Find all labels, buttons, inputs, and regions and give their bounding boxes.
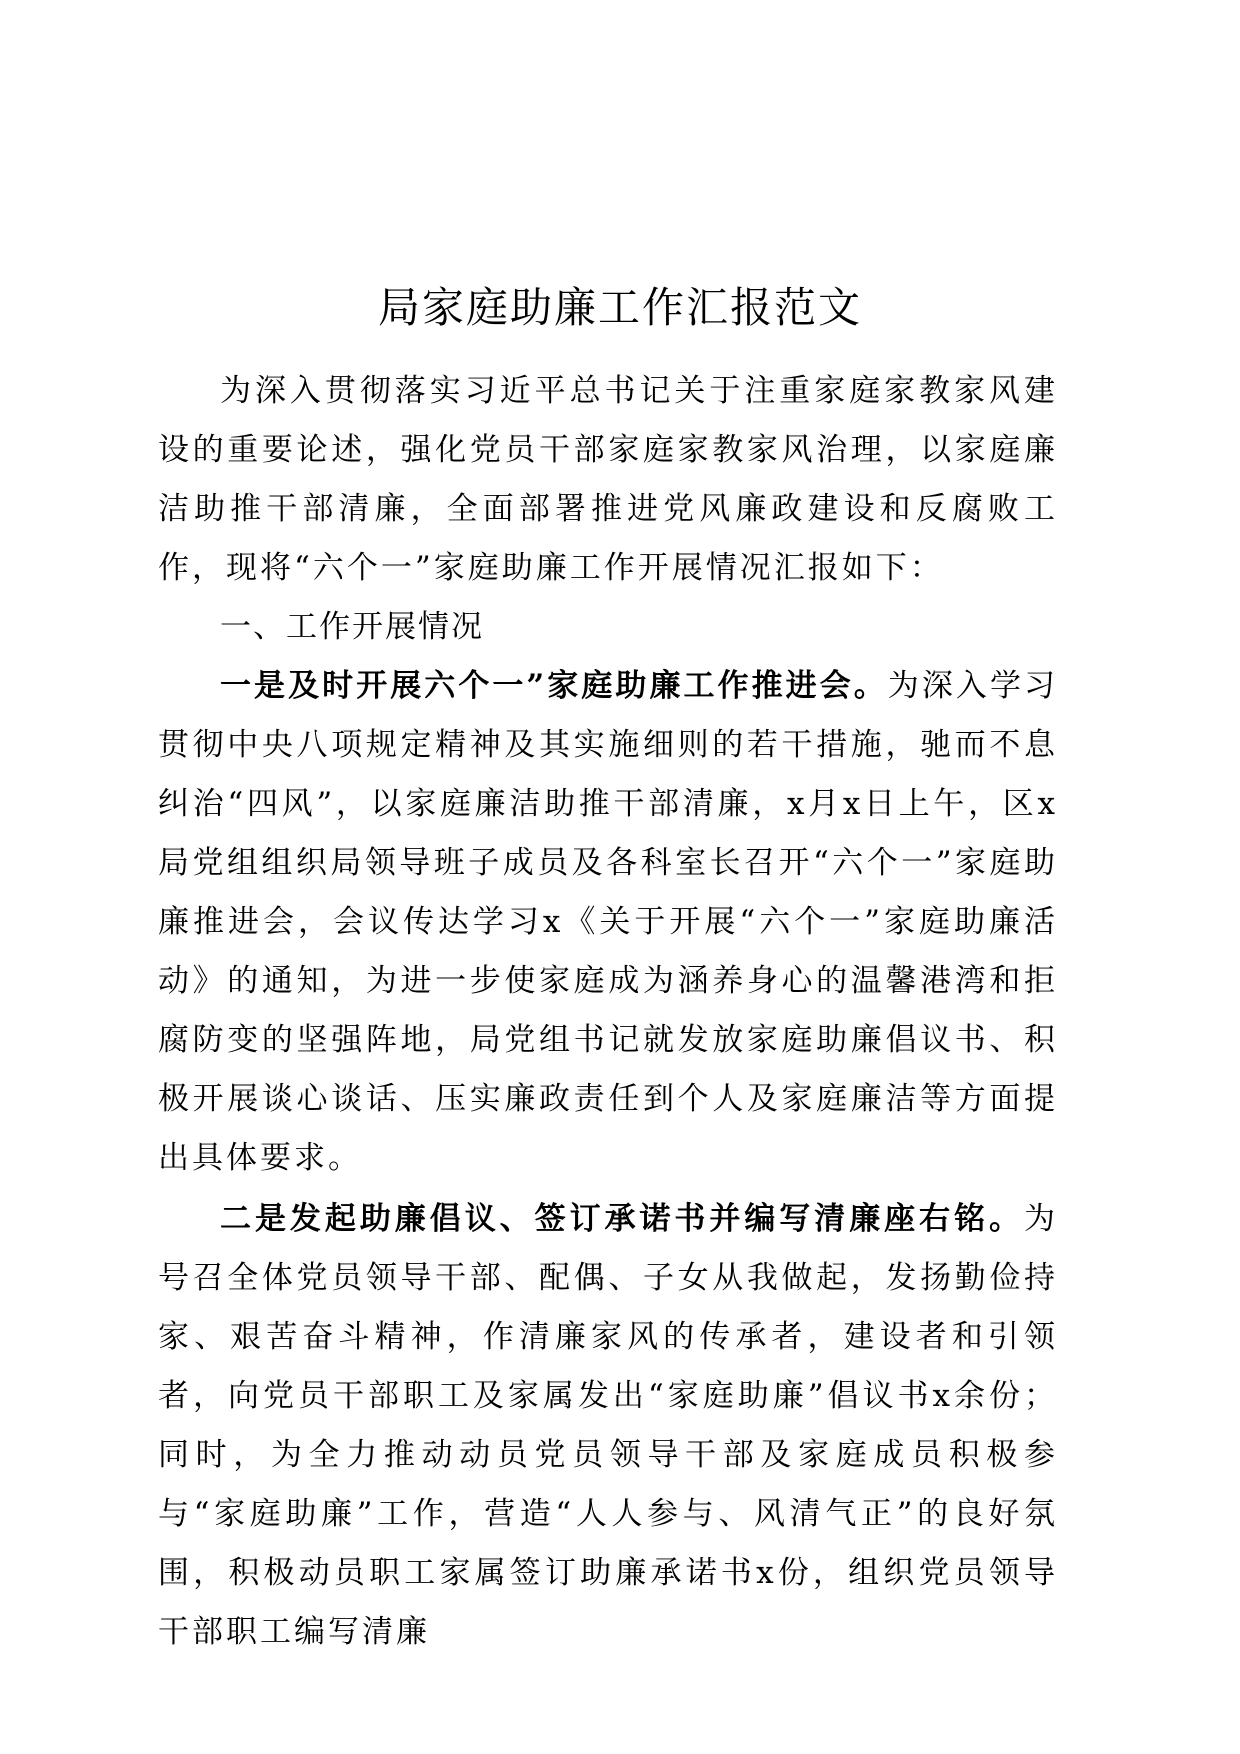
item-two-body: 为号召全体党员领导干部、配偶、子女从我做起，发扬勤俭持家、艰苦奋斗精神，作清廉家风的传承者，建设者和引领者，向党员干部职工及家属发出“家庭助廉”倡议书x余份；同时，为全力推动动员党员领导干部及家庭成员积极参与“家庭助廉”工作，营造“人人参与、风清气正”的良好氛围，积极动员职工家属签订助廉承诺书x份，组织党员领导干部职工编写清廉 [158, 1201, 1058, 1650]
item-one-body: 为深入学习贯彻中央八项规定精神及其实施细则的若干措施，驰而不息纠治“四风”，以家庭廉洁助推干部清廉，x月x日上午，区x局党组组织局领导班子成员及各科室长召开“六个一”家庭助廉推进会，会议传达学习x《关于开展“六个一”家庭助廉活动》的通知，为进一步使家庭成为涵养身心的温馨港湾和拒腐防变的坚强阵地，局党组书记就发放家庭助廉倡议书、积极开展谈心谈话、压实廉政责任到个人及家庭廉洁等方面提出具体要求。 [158, 668, 1058, 1176]
item-two-paragraph [158, 1190, 1058, 1662]
item-two-lead: 二是发起助廉倡议、签订承诺书并编写清廉座右铭。 [220, 1201, 1024, 1237]
intro-paragraph: 为深入贯彻落实习近平总书记关于注重家庭家教家风建设的重要论述，强化党员干部家庭家教家风治理，以家庭廉洁助推干部清廉，全面部署推进党风廉政建设和反腐败工作，现将“六个一”家庭助廉工作开展情况汇报如下： [158, 373, 1058, 586]
document-body [158, 362, 1058, 1662]
item-one-paragraph [158, 657, 1058, 1188]
item-one-lead: 一是及时开展六个一”家庭助廉工作推进会。 [220, 668, 888, 704]
section-heading-work-progress: 一、工作开展情况 [220, 609, 484, 645]
document-title: 局家庭助廉工作汇报范文 [377, 283, 862, 332]
